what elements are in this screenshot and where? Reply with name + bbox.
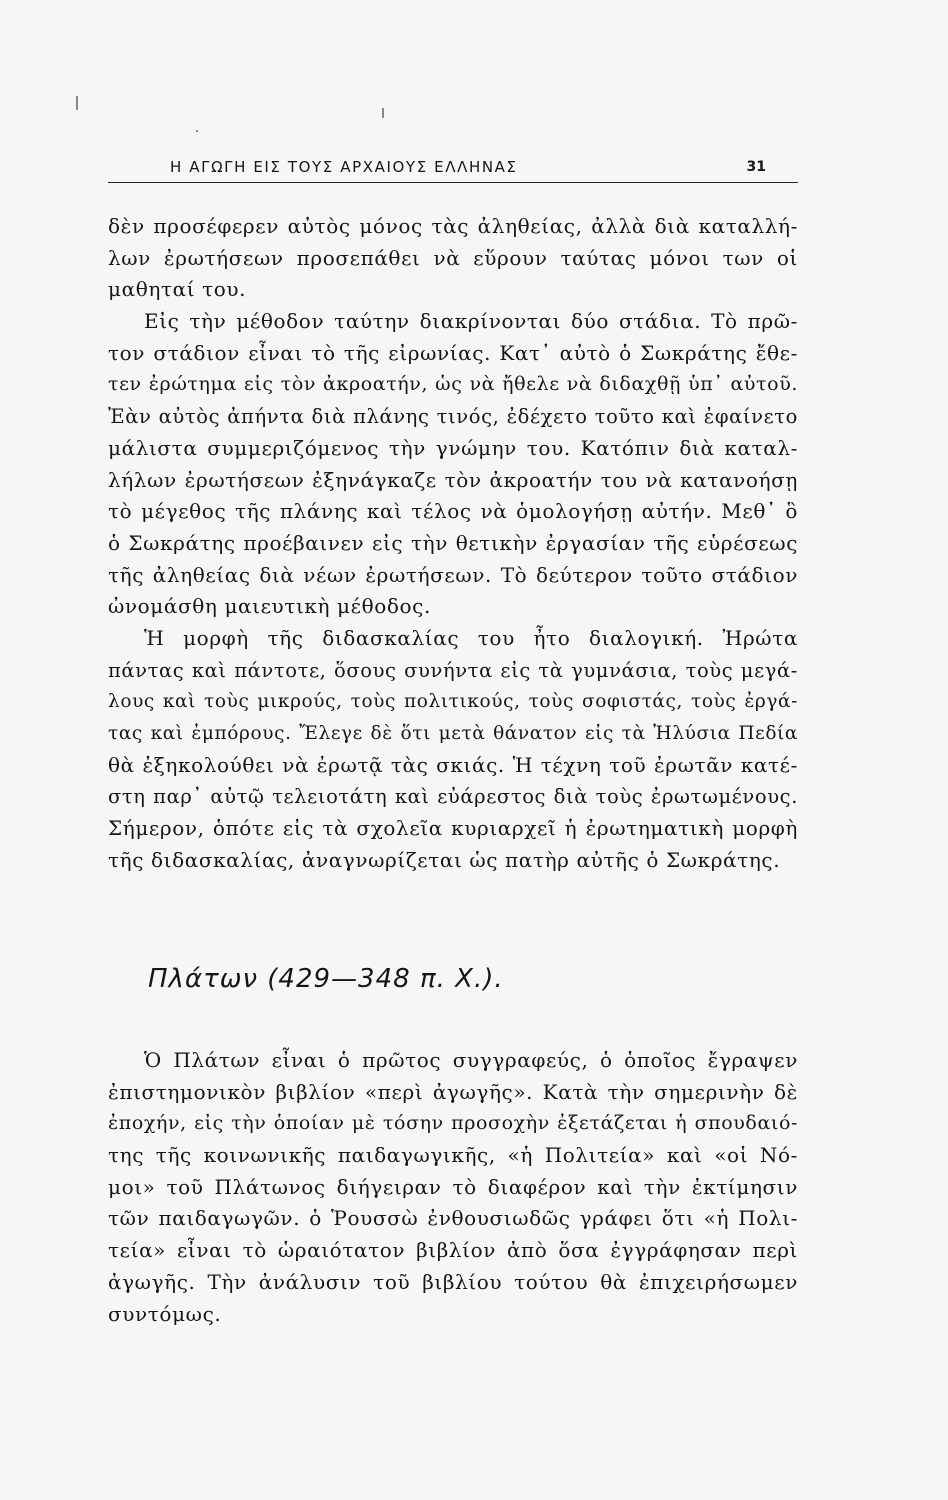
text-line: Εἰς τὴν μέθοδον ταύτην διακρίνονται δύο στάδια. Τὸ πρῶ- <box>144 309 798 334</box>
text-line: Ἡ μορφὴ τῆς διδασκαλίας του ἦτο διαλογική. Ἠρώτα <box>144 625 798 650</box>
text-line: ἀγωγῆς. Τὴν ἀνάλυσιν τοῦ βιβλίου τούτου θὰ ἐπιχειρήσωμεν <box>108 1269 798 1294</box>
text-line: Ἐὰν αὐτὸς ἀπήντα διὰ πλάνης τινός, ἐδέχετο τοῦτο καὶ ἐφαίνετο <box>108 405 798 429</box>
text-line: Σήμερον, ὁπότε εἰς τὰ σχολεῖα κυριαρχεῖ ἡ ἐρωτηματικὴ μορφὴ <box>108 816 798 841</box>
section-heading: Πλάτων (429—348 π. Χ.). <box>148 964 504 994</box>
text-line: μαθηταί του. <box>108 277 247 302</box>
text-line: στη παρ᾽ αὐτῷ τελειοτάτη καὶ εὐάρεστος διὰ τοὺς ἐρωτωμένους. <box>108 785 798 809</box>
text-line: τας καὶ ἐμπόρους. Ἔλεγε δὲ ὅτι μετὰ θάνατον εἰς τὰ Ἠλύσια Πεδία <box>108 723 798 744</box>
text-line: δὲν προσέφερεν αὐτὸς μόνος τὰς ἀληθείας, ἀλλὰ διὰ καταλλή- <box>108 214 798 238</box>
text-line: της τῆς κοινωνικῆς παιδαγωγικῆς, «ἡ Πολιτεία» καὶ «οἱ Νό- <box>108 1143 798 1168</box>
paragraph-plato <box>108 1045 798 1330</box>
text-line: μοι» τοῦ Πλάτωνος διήγειραν τὸ διαφέρον καὶ τὴν ἐκτίμησιν <box>108 1174 798 1199</box>
text-line: λους καὶ τοὺς μικρούς, τοὺς πολιτικούς, τοὺς σοφιστάς, τοὺς ἐργά- <box>108 691 798 713</box>
text-line: ἐπιστημονικὸν βιβλίον «περὶ ἀγωγῆς». Κατὰ τὴν σημερινὴν δὲ <box>108 1079 798 1104</box>
text-line: λων ἐρωτήσεων προσεπάθει νὰ εὕρουν ταύτας μόνοι των οἱ <box>108 245 798 270</box>
text-line: τῶν παιδαγωγῶν. ὁ Ῥουσσὼ ἐνθουσιωδῶς γράφει ὅτι «ἡ Πολι- <box>108 1206 798 1231</box>
text-line: τῆς διδασκαλίας, ἀναγνωρίζεται ὡς πατὴρ αὐτῆς ὁ Σωκράτης. <box>108 847 781 872</box>
page-number: 31 <box>746 159 766 175</box>
text-line: λήλων ἐρωτήσεων ἐξηνάγκαζε τὸν ἀκροατήν του νὰ κατανοήσῃ <box>108 467 798 492</box>
header-title: Η ΑΓΩΓΗ ΕΙΣ ΤΟΥΣ ΑΡΧΑΙΟΥΣ ΕΛΛΗΝΑΣ <box>170 158 518 176</box>
text-line: ὁ Σωκράτης προέβαινεν εἰς τὴν θετικὴν ἐργασίαν τῆς εὑρέσεως <box>108 530 798 555</box>
scan-speck <box>76 96 78 110</box>
scan-speck <box>382 108 384 118</box>
text-line: τῆς ἀληθείας διὰ νέων ἐρωτήσεων. Τὸ δεύτερον τοῦτο στάδιον <box>108 562 798 587</box>
text-line: τὸ μέγεθος τῆς πλάνης καὶ τέλος νὰ ὁμολογήσῃ αὐτήν. Μεθ᾽ ὃ <box>108 499 798 524</box>
text-line: ἐποχήν, εἰς τὴν ὁποίαν μὲ τόσην προσοχὴν ἐξετάζεται ἡ σπουδαιό- <box>108 1112 798 1135</box>
text-line: τον στάδιον εἶναι τὸ τῆς εἰρωνίας. Κατ᾽ αὐτὸ ὁ Σωκράτης ἔθε- <box>108 340 798 365</box>
text-line: θὰ ἐξηκολούθει νὰ ἐρωτᾷ τὰς σκιάς. Ἡ τέχνη τοῦ ἐρωτᾶν κατέ- <box>108 752 798 777</box>
paragraph-socratic-method <box>108 211 798 876</box>
text-line: συντόμως. <box>108 1301 222 1326</box>
text-line: ὠνομάσθη μαιευτικὴ μέθοδος. <box>108 594 431 619</box>
running-header <box>108 154 798 183</box>
text-line: Ὁ Πλάτων εἶναι ὁ πρῶτος συγγραφεύς, ὁ ὁποῖος ἔγραψεν <box>144 1048 798 1072</box>
text-line: τεία» εἶναι τὸ ὡραιότατον βιβλίον ἀπὸ ὅσα ἐγγράφησαν περὶ <box>108 1238 798 1263</box>
text-line: μάλιστα συμμεριζόμενος τὴν γνώμην του. Κατόπιν διὰ καταλ- <box>108 435 798 460</box>
scan-speck <box>196 130 198 132</box>
text-line: πάντας καὶ πάντοτε, ὅσους συνήντα εἰς τὰ γυμνάσια, τοὺς μεγά- <box>108 658 798 682</box>
text-line: τεν ἐρώτημα εἰς τὸν ἀκροατήν, ὡς νὰ ἤθελε νὰ διδαχθῇ ὑπ᾽ αὐτοῦ. <box>108 373 798 396</box>
